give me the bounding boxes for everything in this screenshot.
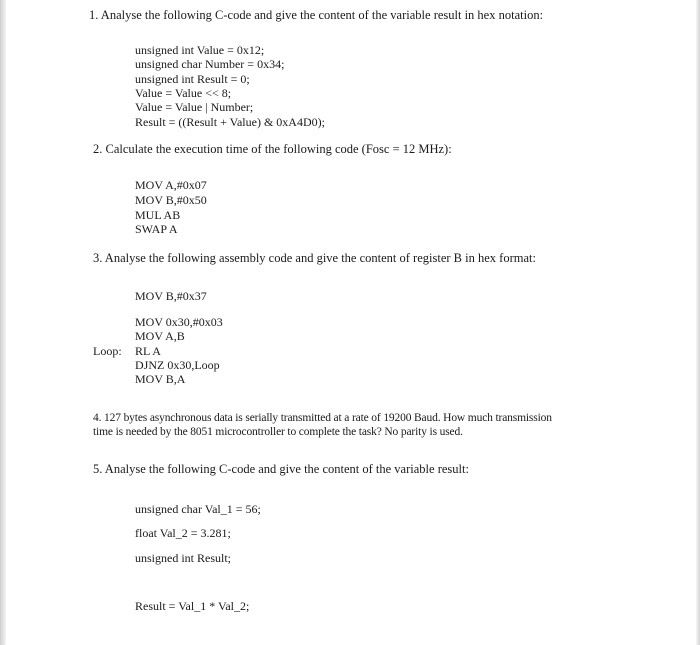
q4-line-2: time is needed by the 8051 microcontroller to complete the task? No parity is used.	[93, 426, 463, 438]
q3-heading: 3. Analyse the following assembly code and give the content of register B in hex format:	[93, 251, 536, 265]
q1-code-line: Value = Value | Number;	[135, 100, 254, 114]
q3-code-line: MOV 0x30,#0x03	[135, 315, 223, 329]
q5-code-line: float Val_2 = 3.281;	[135, 526, 231, 540]
q3-loop-label: Loop:	[93, 344, 122, 358]
q1-code-line: unsigned int Result = 0;	[135, 72, 250, 86]
q2-code-line: MOV B,#0x50	[135, 193, 207, 207]
q3-code-line: MOV B,#0x37	[135, 289, 207, 303]
q2-code-line: MOV A,#0x07	[135, 178, 207, 192]
q4-line-1: 4. 127 bytes asynchronous data is serially transmitted at a rate of 19200 Baud. How much transmission	[93, 412, 552, 424]
q3-code-line: MOV A,B	[135, 329, 185, 343]
page-right-edge	[696, 0, 700, 645]
q1-code-line: Result = ((Result + Value) & 0xA4D0);	[135, 115, 325, 129]
q2-code-line: MUL AB	[135, 208, 181, 222]
q1-code-line: Value = Value << 8;	[135, 86, 232, 100]
q1-heading: 1. Analyse the following C-code and give the content of the variable result in hex notation:	[89, 8, 544, 22]
q3-code-line: MOV B,A	[135, 372, 186, 386]
q5-heading: 5. Analyse the following C-code and give the content of the variable result:	[93, 462, 469, 476]
page-left-edge	[0, 0, 6, 645]
q2-heading: 2. Calculate the execution time of the following code (Fosc = 12 MHz):	[93, 142, 452, 156]
q5-code-line: unsigned int Result;	[135, 551, 231, 565]
q1-code-line: unsigned int Value = 0x12;	[135, 43, 265, 57]
q5-code-line: Result = Val_1 * Val_2;	[135, 599, 250, 613]
q5-code-line: unsigned char Val_1 = 56;	[135, 502, 261, 516]
q3-code-line: DJNZ 0x30,Loop	[135, 358, 220, 372]
q2-code-line: SWAP A	[135, 222, 178, 236]
q3-code-line: RL A	[135, 344, 161, 358]
q1-code-line: unsigned char Number = 0x34;	[135, 57, 285, 71]
